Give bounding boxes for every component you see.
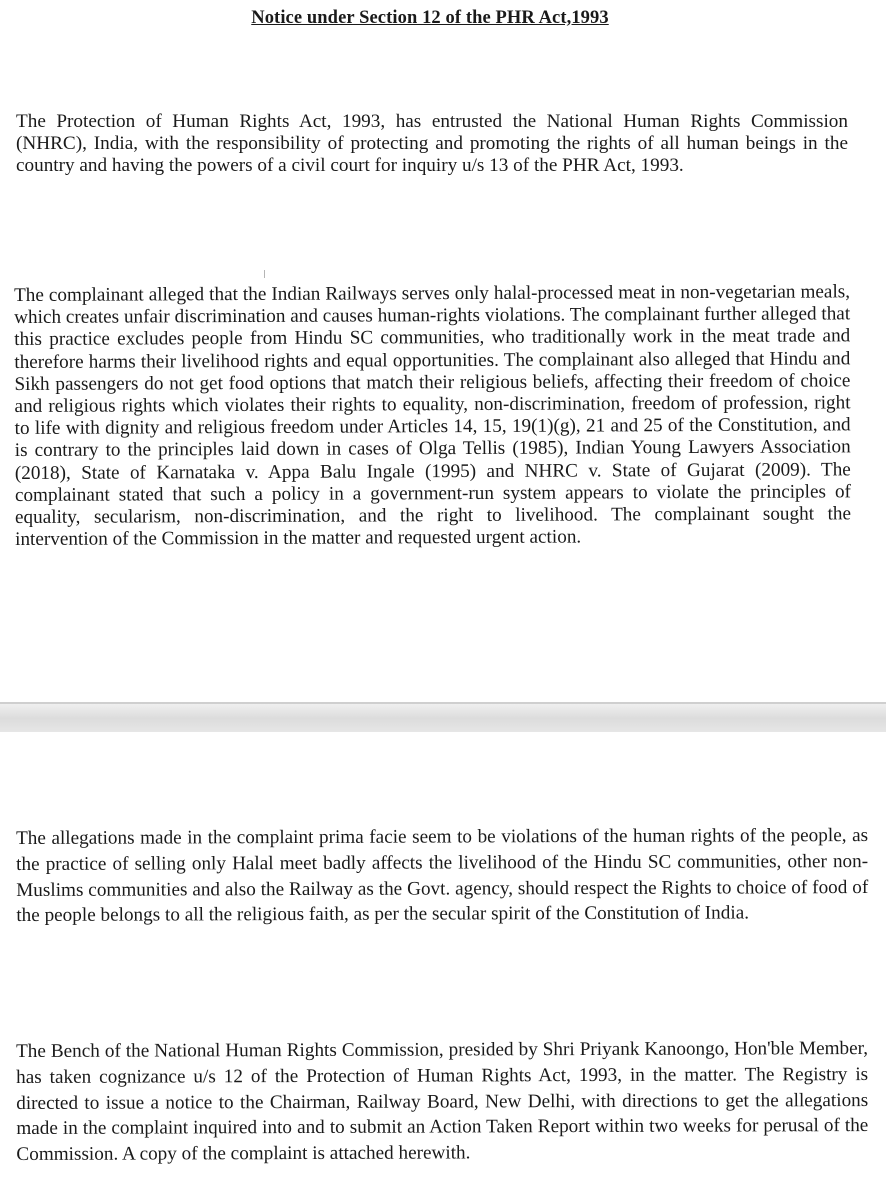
paragraph-bench-directions: The Bench of the National Human Rights Commission, presided by Shri Priyank Kanoongo, Hon'ble Member, has taken cognizance u/s 12 of the Protection of Human Rights Act, 1993, in the matter. The Registry is directed to issue a notice to the Chairman, Railway Board, New Delhi, with directions to get the allegations made in the complaint inquired into and to submit an Action Taken Report within two weeks for perusal of the Commission. A copy of the complaint is attached herewith. <box>16 1038 869 1166</box>
scan-mark <box>264 270 265 278</box>
paragraph-complaint-allegations: The complainant alleged that the Indian Railways serves only halal-processed meat in non-vegetarian meals, which creates unfair discrimination and causes human-rights violations. The complainant further alleged that this practice excludes people from Hindu SC communities, who traditionally work in the meat trade and therefore harms their livelihood rights and equal opportunities. The complainant also alleged that Hindu and Sikh passengers do not get food options that match their religious beliefs, affecting their freedom of choice and religious rights which violates their rights to equality, non-discrimination, freedom of profession, right to life with dignity and religious freedom under Articles 14, 15, 19(1)(g), 21 and 25 of the Constitution, and is contrary to the principles laid down in cases of Olga Tellis (1985), Indian Young Lawyers Association (2018), State of Karnataka v. Appa Balu Ingale (1995) and NHRC v. State of Gujarat (2009). The complainant stated that such a policy in a government-run system appears to violate the principles of equality, secularism, non-discrimination, and the right to livelihood. The complainant sought the intervention of the Commission in the matter and requested urgent action. <box>14 281 852 551</box>
paragraph-prima-facie-findings: The allegations made in the complaint prima facie seem to be violations of the human rights of the people, as the practice of selling only Halal meet badly affects the livelihood of the Hindu SC communities, other non-Muslims communities and also the Railway as the Govt. agency, should respect the Rights to choice of food of the people belongs to all the religious faith, as per the secular spirit of the Constitution of India. <box>16 825 869 927</box>
paragraph-phr-act-intro: The Protection of Human Rights Act, 1993, has entrusted the National Human Rights Commission (NHRC), India, with the responsibility of protecting and promoting the rights of all human beings in the country and having the powers of a civil court for inquiry u/s 13 of the PHR Act, 1993. <box>16 111 848 177</box>
page-separator <box>0 702 886 732</box>
notice-title: Notice under Section 12 of the PHR Act,1993 <box>251 8 609 28</box>
